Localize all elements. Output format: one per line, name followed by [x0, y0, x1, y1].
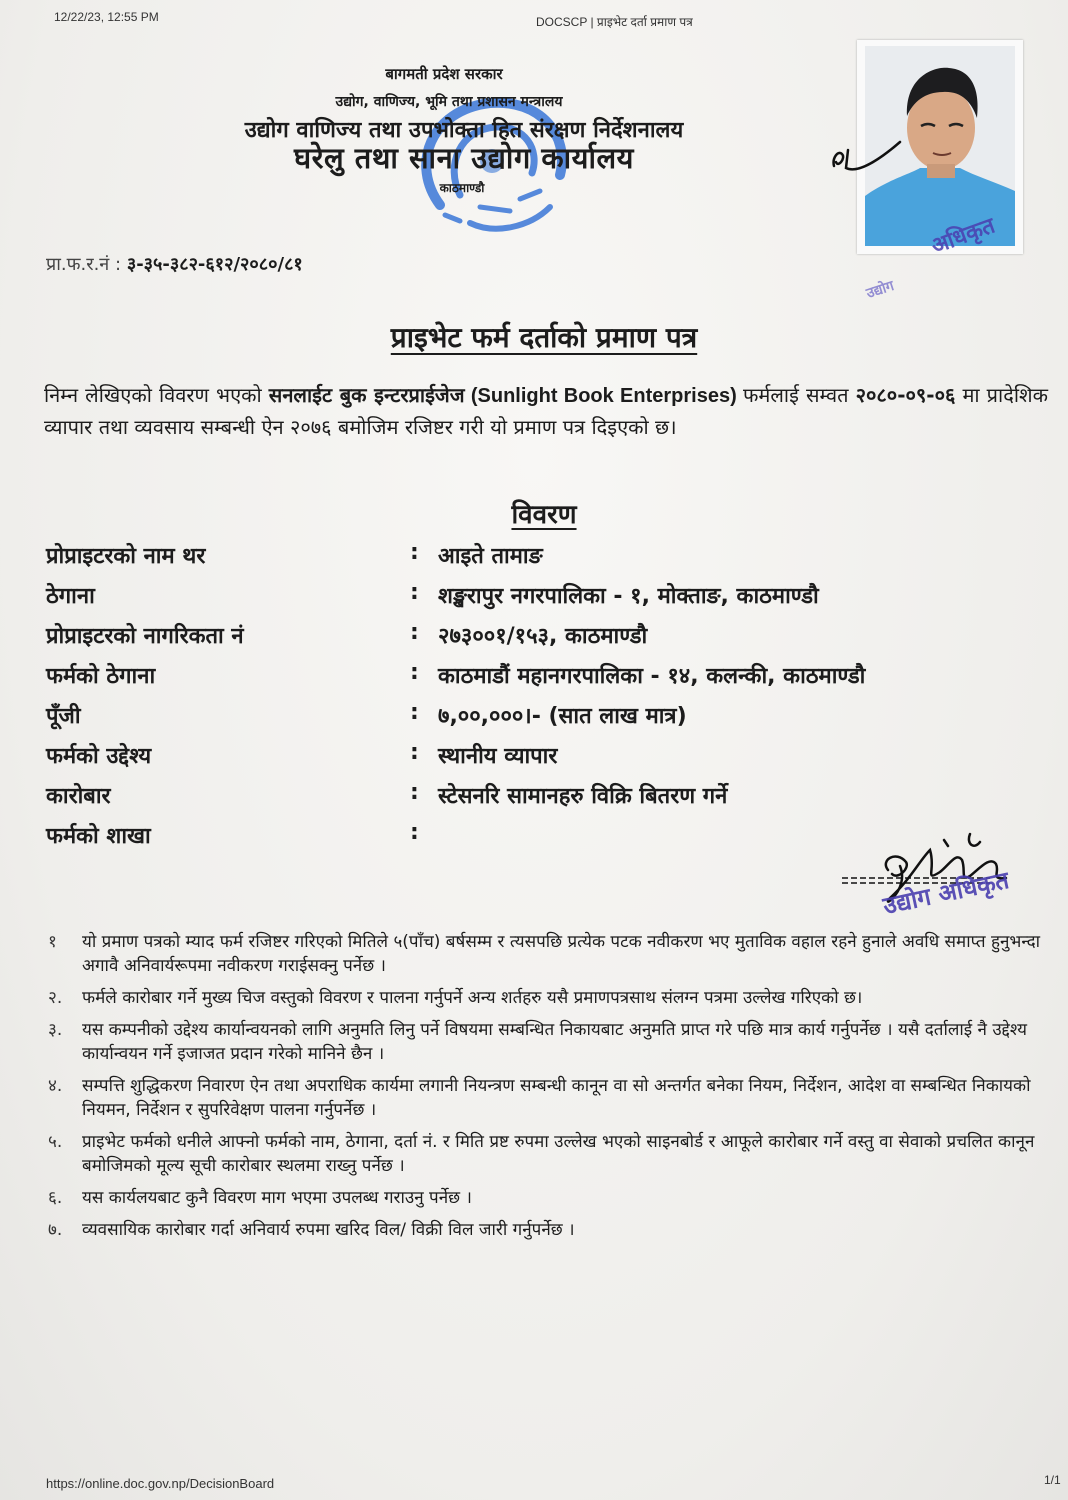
detail-label: फर्मको उद्देश्य: [46, 744, 152, 769]
intro-text: निम्न लेखिएको विवरण भएको: [44, 383, 269, 407]
condition-number: ३.: [48, 1020, 63, 1040]
detail-row: [46, 620, 647, 660]
detail-colon: :: [410, 620, 419, 645]
ministry-name: उद्योग, वाणिज्य, भूमि तथा प्रशासन मन्त्रालय: [335, 94, 563, 110]
condition-text: प्राइभेट फर्मको धनीले आफ्नो फर्मको नाम, ठेगाना, दर्ता नं. र मिति प्रष्ट रुपमा उल्लेख भएको साइनबोर्ड र आफूले कारोबार गर्ने वस्तु वा सेवाको प्रचलित कानून बमोजिमको मूल्य सूची कारोबार स्थलमा राख्नु पर्नेछ ।: [82, 1132, 1035, 1176]
condition-item: [48, 1186, 1048, 1210]
condition-text: यो प्रमाण पत्रको म्याद फर्म रजिष्टर गरिएको मितिले ५(पाँच) बर्षसम्म र त्यसपछि प्रत्येक पटक नवीकरण भए मुताविक वहाल रहने हुनाले अवधि समाप्त हुनुभन्दा अगावै अनिवार्यरूपमा नवीकरण गराईसक्नु पर्नेछ ।: [82, 932, 1041, 976]
condition-text: यस कम्पनीको उद्देश्य कार्यान्वयनको लागि अनुमति लिनु पर्ने विषयमा सम्बन्धित निकायबाट अनुमति प्राप्त गरे पछि मात्र कार्य गर्नुपर्नेछ । यसै दर्तालाई नै उद्देश्य कार्यान्वयन गर्ने इजाजत प्रदान गरेको मानिने छैन ।: [82, 1020, 1027, 1064]
detail-colon: :: [410, 580, 419, 605]
footer-url: https://online.doc.gov.np/DecisionBoard: [46, 1476, 275, 1491]
condition-number: ७.: [48, 1220, 63, 1240]
detail-colon: :: [410, 700, 419, 725]
detail-colon: :: [410, 820, 419, 845]
detail-label: पूँजी: [46, 704, 81, 729]
detail-colon: :: [410, 540, 419, 565]
directorate-name: उद्योग वाणिज्य तथा उपभोक्ता हित संरक्षण निर्देशनालय: [244, 118, 684, 143]
intro-text: फर्मलाई सम्वत: [742, 383, 856, 407]
detail-colon: :: [410, 660, 419, 685]
print-page-title: DOCSCP | प्राइभेट दर्ता प्रमाण पत्र: [536, 15, 693, 29]
condition-item: [48, 1130, 1048, 1178]
photo-stamp-secondary: उद्योग: [864, 278, 896, 302]
detail-value: ७,००,०००।- (सात लाख मात्र): [438, 704, 687, 729]
detail-row: [46, 780, 727, 820]
detail-row: [46, 700, 687, 740]
certificate-title: प्राइभेट फर्म दर्ताको प्रमाण पत्र: [390, 321, 698, 354]
detail-value: स्टेसनरि सामानहरु विक्रि बितरण गर्ने: [438, 784, 728, 809]
condition-number: ६.: [48, 1188, 63, 1208]
condition-item: [48, 1074, 1048, 1122]
condition-item: [48, 930, 1048, 978]
condition-item: [48, 1018, 1048, 1066]
condition-text: फर्मले कारोबार गर्ने मुख्य चिज वस्तुको विवरण र पालना गर्नुपर्ने अन्य शर्तहरु यसै प्रमाणपत्रसाथ संलग्न पत्रमा उल्लेख गरिएको छ।: [82, 988, 863, 1008]
condition-text: सम्पत्ति शुद्धिकरण निवारण ऐन तथा अपराधिक कार्यमा लगानी नियन्त्रण सम्बन्धी कानून वा सो अन्तर्गत बनेका नियम, निर्देशन, आदेश वा सम्बन्धित निकायको नियमन, निर्देशन र सुपरिवेक्षण पालना गर्नुपर्नेछ ।: [82, 1076, 1031, 1120]
firm-name-nepali: सनलाईट बुक इन्टरप्राईजेज: [268, 383, 465, 407]
proprietor-signature-icon: [830, 128, 920, 176]
registration-date: २०८०-०९-०६: [855, 383, 956, 407]
detail-row: [46, 580, 819, 620]
condition-text: यस कार्यलयबाट कुनै विवरण माग भएमा उपलब्ध गराउनु पर्नेछ ।: [82, 1188, 472, 1208]
condition-number: २.: [48, 988, 63, 1008]
condition-item: [48, 1218, 1048, 1242]
condition-number: ४.: [48, 1076, 63, 1096]
officer-stamp: उद्योग अधिकृत: [880, 866, 1012, 920]
office-city: काठमाण्डौ: [439, 181, 485, 195]
detail-label: कारोबार: [46, 784, 111, 809]
firm-name-english: (Sunlight Book Enterprises): [464, 385, 743, 407]
detail-label: ठेगाना: [46, 584, 95, 609]
page-number: 1/1: [1044, 1473, 1061, 1487]
detail-label: प्रोप्राइटरको नागरिकता नं: [46, 624, 244, 649]
details-heading: विवरण: [511, 500, 577, 530]
condition-number: १: [48, 932, 57, 952]
certificate-intro: [44, 380, 1048, 443]
photo-stamp: अधिकृत: [928, 213, 999, 260]
condition-item: [48, 986, 1048, 1010]
office-name: घरेलु तथा साना उद्योग कार्यालय: [294, 141, 634, 175]
condition-text: व्यवसायिक कारोबार गर्दा अनिवार्य रुपमा खरिद विल/ विक्री विल जारी गर्नुपर्नेछ ।: [82, 1220, 575, 1240]
print-datetime: 12/22/23, 12:55 PM: [54, 10, 159, 24]
conditions-list: [48, 930, 1048, 1250]
detail-value: शङ्खरापुर नगरपालिका - १, मोक्ताङ, काठमाण्डौ: [438, 584, 819, 609]
detail-colon: :: [410, 740, 419, 765]
detail-label: फर्मको ठेगाना: [46, 664, 156, 689]
detail-value: आइते तामाङ: [438, 544, 543, 569]
detail-label: फर्मको शाखा: [46, 824, 151, 849]
condition-number: ५.: [48, 1132, 63, 1152]
registration-label: प्रा.फ.र.नं :: [46, 254, 122, 275]
detail-value: स्थानीय व्यापार: [438, 744, 558, 769]
detail-label: प्रोप्राइटरको नाम थर: [46, 544, 206, 569]
registration-value: ३-३५-३८२-६१२/२०८०/८१: [126, 254, 303, 275]
intro-text: मा प्रादेशिक व्यापार तथा व्यवसाय सम्बन्धी ऐन २०७६ बमोजिम रजिष्टर गरी यो प्रमाण पत्र दिइएको छ।: [44, 383, 1048, 439]
detail-row: [46, 740, 557, 780]
government-name: बागमती प्रदेश सरकार: [385, 65, 503, 83]
detail-value: काठमाडौं महानगरपालिका - १४, कलन्की, काठमाण्डौ: [438, 664, 866, 689]
detail-row: [46, 820, 438, 860]
registration-number: [46, 252, 303, 276]
detail-value: २७३००१/१५३, काठमाण्डौ: [438, 624, 648, 649]
detail-colon: :: [410, 780, 419, 805]
detail-row: [46, 540, 543, 580]
detail-row: [46, 660, 865, 700]
